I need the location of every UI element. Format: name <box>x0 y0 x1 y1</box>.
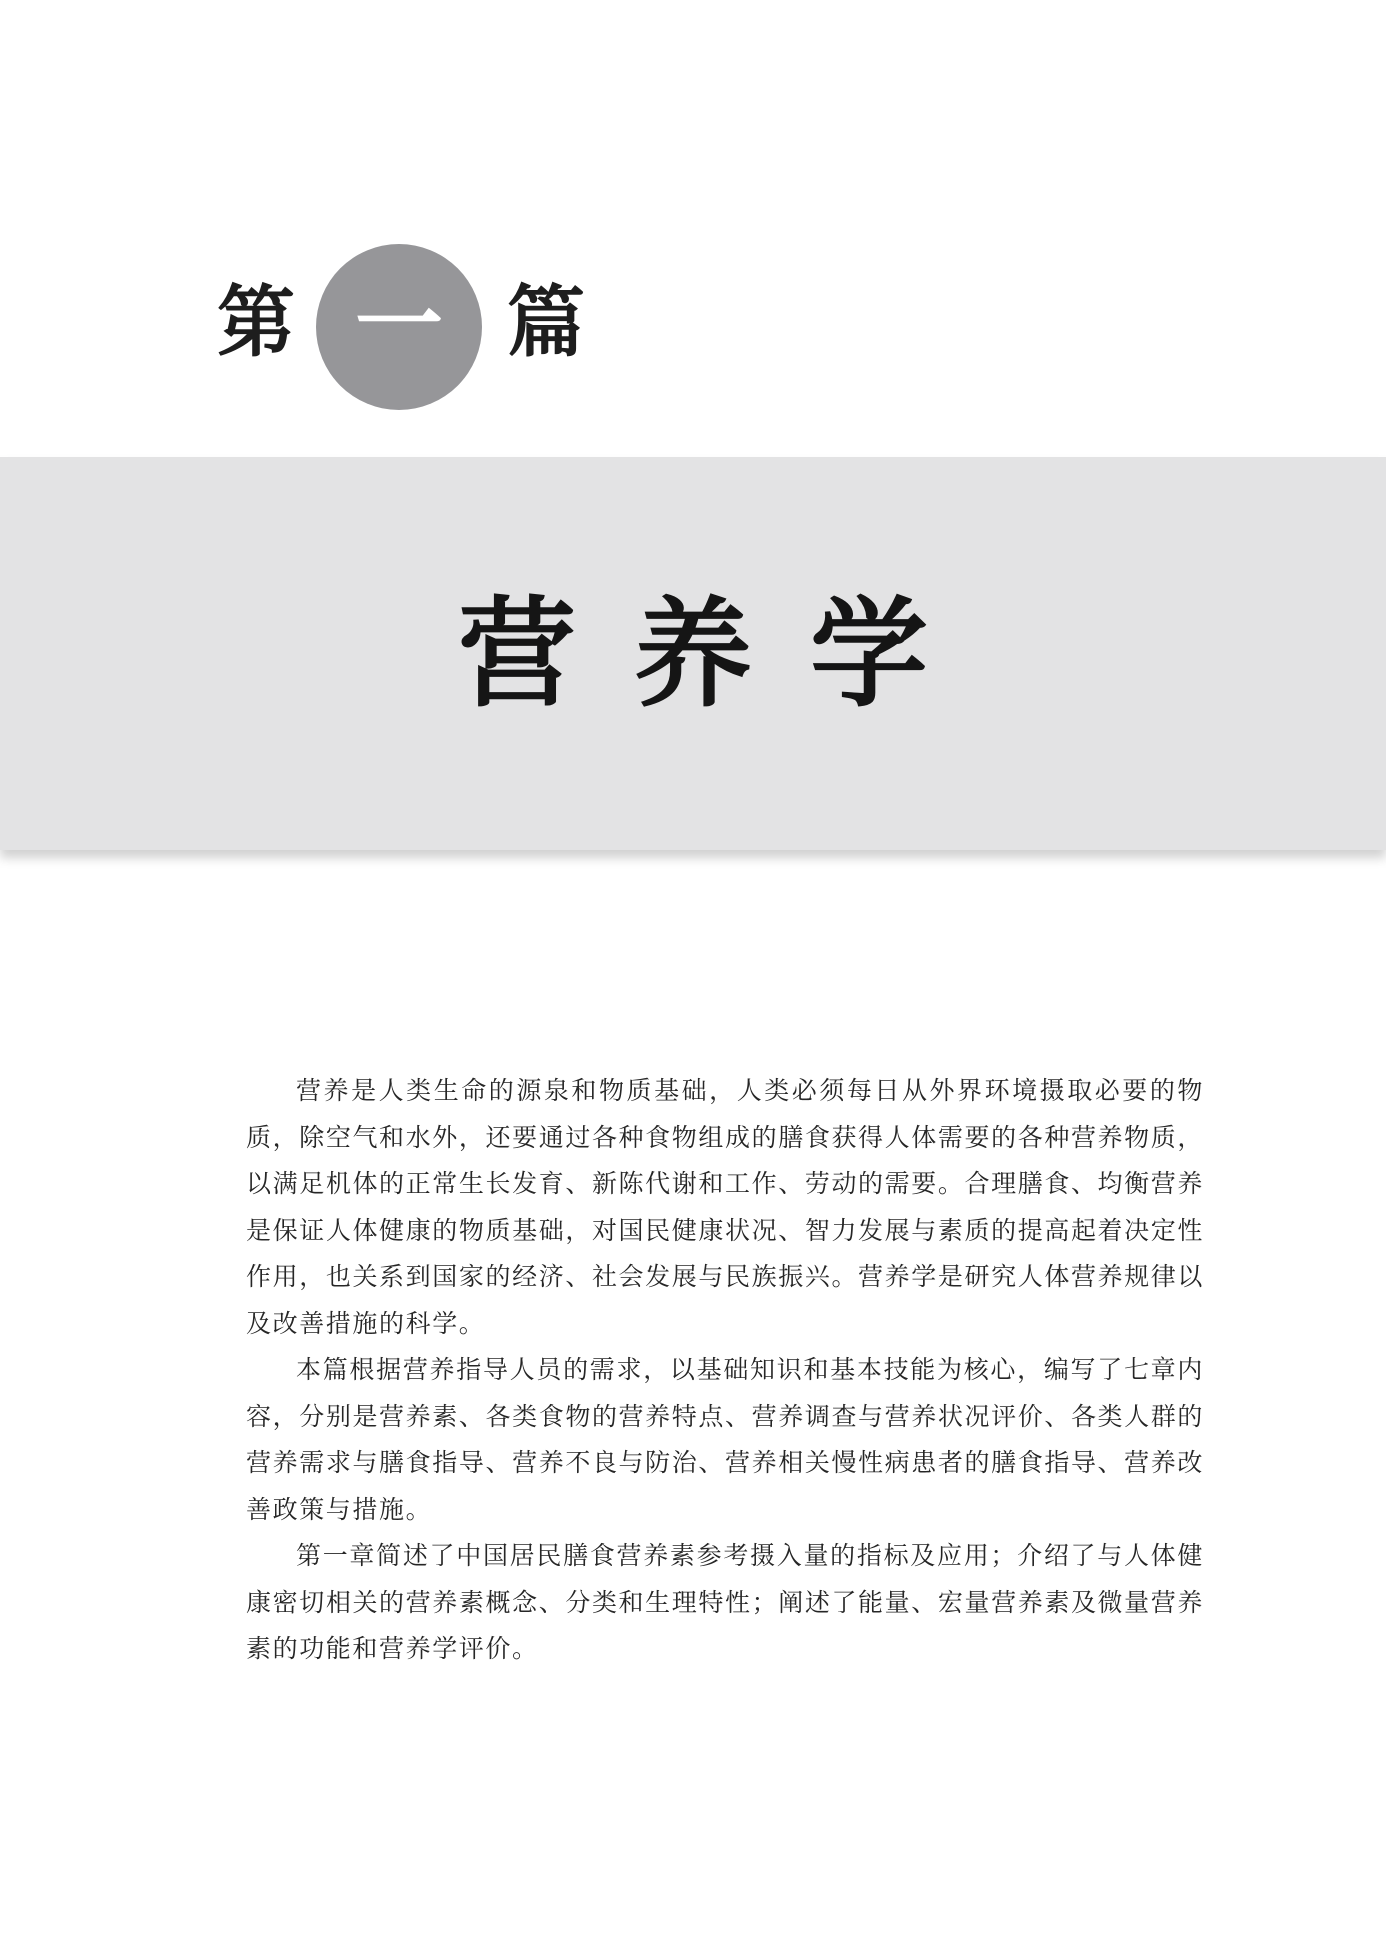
title-band <box>0 457 1386 850</box>
part-heading <box>217 240 597 410</box>
part-number: 一 <box>354 272 443 376</box>
page-title: 营养学 <box>457 583 986 723</box>
paragraph-2: 本篇根据营养指导人员的需求，以基础知识和基本技能为核心，编写了七章内容，分别是营养素、各类食物的营养特点、营养调查与营养状况评价、各类人群的营养需求与膳食指导、营养不良与防治、营养相关慢性病患者的膳食指导、营养改善政策与措施。 <box>246 1355 1204 1524</box>
paragraph-1: 营养是人类生命的源泉和物质基础，人类必须每日从外界环境摄取必要的物质，除空气和水外，还要通过各种食物组成的膳食获得人体需要的各种营养物质，以满足机体的正常生长发育、新陈代谢和工作、劳动的需要。合理膳食、均衡营养是保证人体健康的物质基础，对国民健康状况、智力发展与素质的提高起着决定性作用，也关系到国家的经济、社会发展与民族振兴。营养学是研究人体营养规律以及改善措施的科学。 <box>246 1076 1204 1338</box>
body-text <box>246 1068 1204 1673</box>
paragraph-3: 第一章简述了中国居民膳食营养素参考摄入量的指标及应用；介绍了与人体健康密切相关的营养素概念、分类和生理特性；阐述了能量、宏量营养素及微量营养素的功能和营养学评价。 <box>246 1541 1204 1663</box>
part-suffix: 篇 <box>507 277 586 368</box>
part-prefix: 第 <box>217 277 296 368</box>
part-number-circle <box>316 244 482 410</box>
